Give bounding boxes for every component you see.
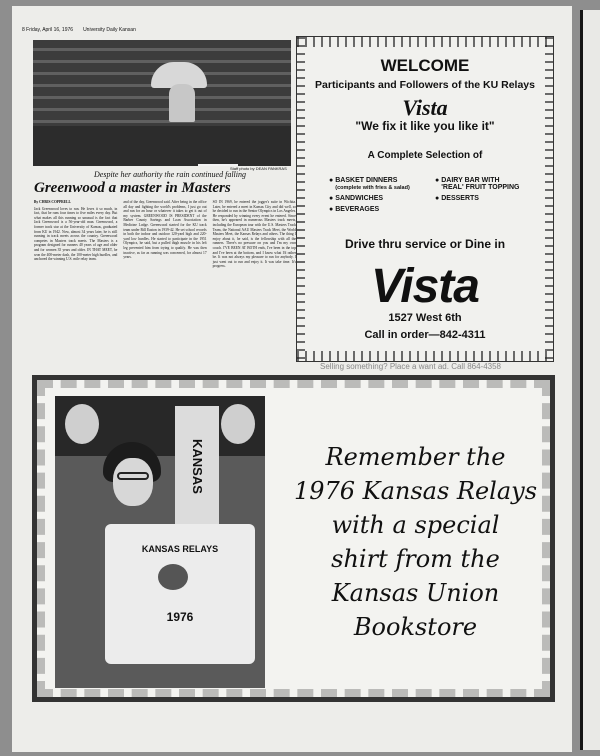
ad-border-top: [297, 37, 553, 47]
classified-promo: Selling something? Place a want ad. Call 864-4358: [320, 362, 502, 371]
page-info: 8 Friday, April 16, 1976: [22, 27, 74, 33]
ad-line: Remember the: [325, 443, 506, 471]
bookstore-photo: [55, 396, 265, 688]
vista-logo-large: Vista: [371, 260, 479, 313]
bookstore-ad: [32, 375, 555, 702]
ad-line: shirt from the: [331, 545, 500, 573]
menu-item: ● SANDWICHES: [329, 195, 384, 202]
vista-address: 1527 West 6th: [388, 312, 462, 324]
vista-ad: [296, 36, 554, 362]
bullet-icon: ●: [329, 195, 334, 202]
article-headline: Greenwood a master in Masters: [34, 180, 231, 196]
bullet-icon: ●: [435, 195, 440, 202]
vista-welcome: WELCOME: [380, 56, 470, 75]
article-byline: By CHRIS COPPRELL: [34, 200, 71, 204]
vista-logo-small: Vista: [402, 95, 448, 120]
vista-slogan: "We fix it like you like it": [355, 119, 495, 133]
vista-phone: Call in order—842-4311: [364, 329, 486, 341]
shirt-year: 1976: [166, 610, 194, 624]
adjacent-page-edge: [580, 10, 600, 750]
paper-name: University Daily Kansan: [83, 27, 136, 33]
menu-item: ● BASKET DINNERS (complete with fries & salad): [329, 177, 410, 191]
face-shape: [113, 458, 153, 506]
article-text-1: Jack Greenwood loves to run. He loves it so much, in fact, that he runs four times to five miles every day. But what makes all this running so unusual is the fact that Jack Greenwood is a 56-year-old man. Greenwood, a former track star at the University of Kansas, graduated from KU in 1942. Now, almost 34 years later, he is still running in track meets across the country. Greenwood competes in Masters track meets. The Masters is a program designed for runners 40 years of age and older and for women 35 years and older. IN THAT MEET, he won the 400-meter dash, the 100-meter high hurdles, and anchored the winning U.S. mile relay team.: [34, 206, 118, 262]
ad-line: Kansas Union: [331, 579, 500, 607]
bookstore-ad-text: [283, 440, 548, 644]
article-column-2: and of the day, Greenwood said. After being in the office all day and fighting the world's problems, I just go out and run for an hour or whatever it takes to get it out of my system. GREENWOOD IS PRESIDENT of the Barber County Savings and Loan Association in Medicine Lodge. Greenwood started for the KU track team under Bill Easton in 1939-42. He set school records in both the indoor and outdoor 120-yard high and 220-yard low hurdles. He started to participate in the 1951 Olympics, he said, but a pulled thigh muscle in his left leg prevented him from trying to qualify. He was then inactive, as far as running was concerned, for almost 17 years.: [123, 200, 207, 260]
ad-line: Bookstore: [353, 613, 478, 641]
barrier-shape: [33, 126, 291, 166]
article-column-3: SO IN 1969, he entered the jogger's suite in Wichita. Later, he entered a meet in Kansas City and did well, so he decided to run in the Senior Olympics in Los Angeles. He responded by winning every event he entered. Since then, he's appeared in numerous Masters track meets, including the European tour with the U.S. Masters Track Team, the National AAU Masters Track Meet, the World Masters Meet, the Kansas Relays and others. The thing I enjoy about it, he said, is the fellowship with all the runners. There's no pressure on you and I'm my own coach. I'VE BEEN AT BOTH ends, I've been in the top and I've been at the bottom, and I know what I'd rather be. It was not always my pleasure to run for anybody. I just went out to run and enjoy it. It was take time. It's progress.: [212, 200, 296, 269]
menu-item: ● BEVERAGES: [329, 206, 380, 213]
ad-line: 1976 Kansas Relays: [293, 477, 538, 505]
page-header: [22, 27, 292, 37]
photo-credit: Staff photo by DEAN PANKRAS: [230, 166, 287, 171]
vista-drive-thru: Drive thru service or Dine in: [344, 237, 506, 251]
photo-caption: Despite her authority the rain continued falling: [94, 170, 246, 179]
bullet-icon: ●: [435, 177, 440, 184]
jayhawk-icon: [158, 564, 188, 590]
bullet-icon: ●: [329, 177, 334, 184]
bullet-icon: ●: [329, 206, 334, 213]
ad-line: with a special: [331, 511, 500, 539]
person-shape: [169, 84, 195, 122]
vista-selection: A Complete Selection of: [367, 150, 483, 161]
shirt-text: KANSAS RELAYS: [141, 544, 219, 554]
menu-item: ● DAIRY BAR WITH 'REAL' FRUIT TOPPING: [435, 177, 520, 191]
article-body: [34, 200, 296, 368]
vista-menu: [329, 177, 529, 213]
ad-border-bottom: [297, 351, 553, 361]
kansas-banner: KANSAS: [175, 406, 219, 526]
article-column-1: [34, 200, 117, 368]
vista-participants: Participants and Followers of the KU Relays: [315, 79, 535, 91]
news-photo: [33, 40, 291, 166]
glasses-shape: [117, 472, 149, 480]
menu-item: ● DESSERTS: [435, 195, 479, 202]
